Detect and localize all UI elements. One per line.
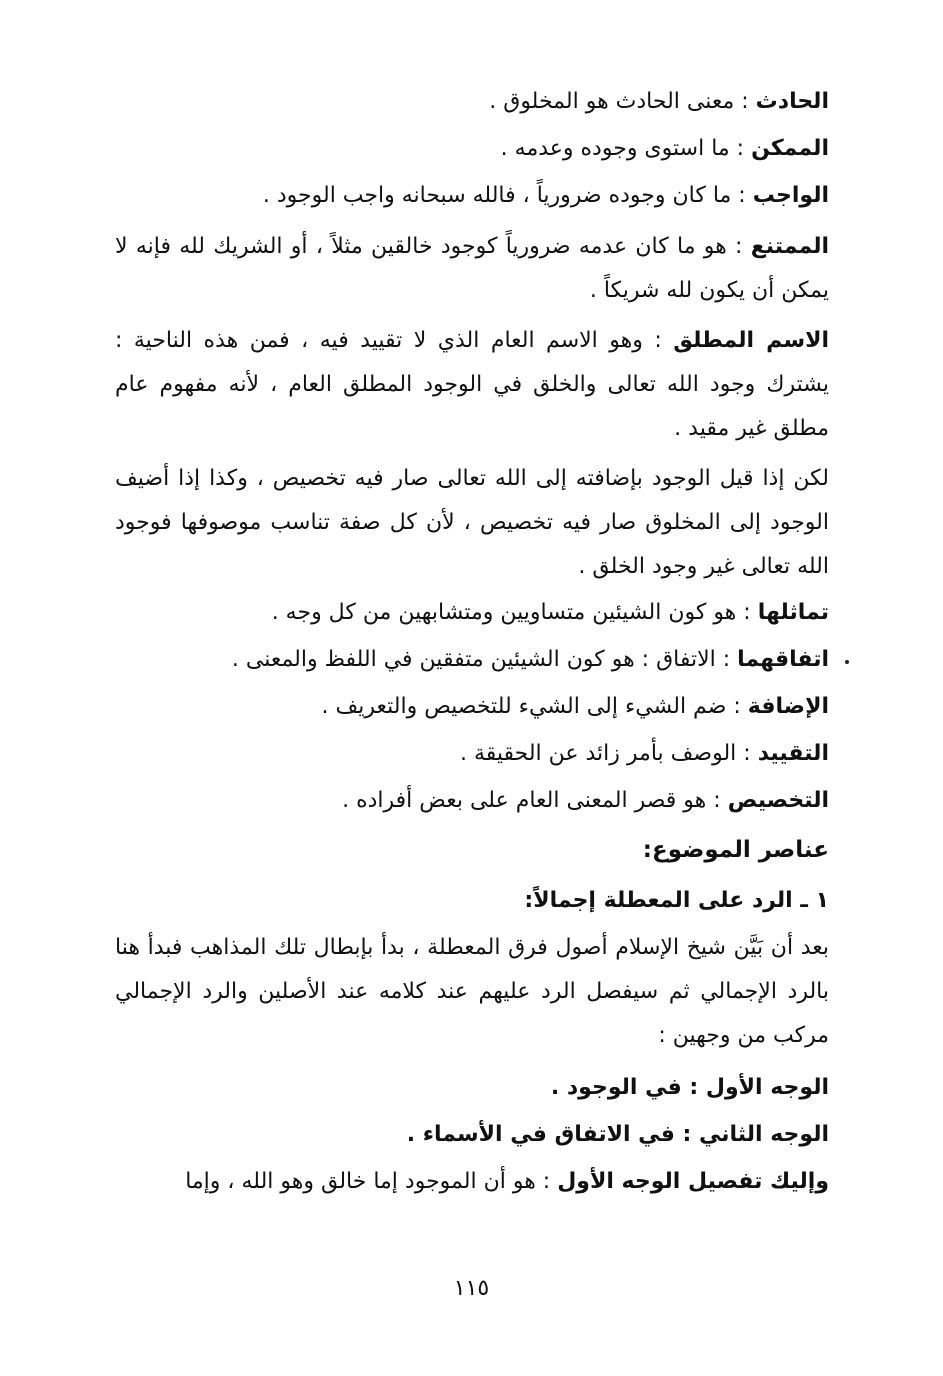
page-number: ١١٥ — [453, 1276, 490, 1301]
term-taqyid — [115, 730, 829, 777]
term-label: تماثلها — [757, 600, 829, 625]
aspect-first — [115, 1064, 829, 1111]
separator: : — [736, 600, 758, 625]
separator: : — [674, 1122, 699, 1147]
detail-term: وإليك تفصيل الوجه الأول — [557, 1169, 829, 1194]
absolute-name-term: الاسم المطلق — [673, 328, 829, 353]
subsection-heading: ١ ـ الرد على المعطلة إجمالاً: — [524, 888, 829, 913]
term-text: الاتفاق : هو كون الشيئين متفقين في اللفظ والمعنى . — [231, 647, 716, 672]
definition-text: معنى الحادث هو المخلوق . — [489, 89, 735, 114]
detail-line — [115, 1158, 829, 1205]
term-label: التقييد — [757, 741, 829, 766]
term-ittifaq — [115, 636, 829, 683]
aspect-second — [115, 1111, 829, 1158]
term-text: الوصف بأمر زائد عن الحقيقة . — [459, 741, 737, 766]
term-label: اتفاقهما — [737, 647, 829, 672]
page-content — [115, 78, 829, 1205]
refutation-paragraph: بعد أن بَيَّن شيخ الإسلام أصول فرق المعطلة ، بدأ بإبطال تلك المذاهب فبدأ هنا بالرد الإجمالي ثم سيفصل الرد عليهم عند كلامه عند الأصلين والرد الإجمالي مركب من وجهين : — [115, 935, 829, 1048]
aspect-text: في الاتفاق في الأسماء . — [406, 1122, 675, 1147]
definition-term: الواجب — [752, 183, 829, 208]
definition-term: الممكن — [751, 136, 829, 161]
separator: : — [642, 328, 674, 353]
aspect-term: الوجه الثاني — [698, 1122, 829, 1147]
separator: : — [726, 694, 748, 719]
aspect-term: الوجه الأول — [705, 1075, 829, 1100]
terms-list — [115, 589, 829, 824]
term-takhsis — [115, 777, 829, 824]
term-idafa — [115, 683, 829, 730]
separator: : — [731, 183, 753, 208]
separator: : — [681, 1075, 706, 1100]
term-text: هو كون الشيئين متساويين ومتشابهين من كل وجه . — [271, 600, 737, 625]
separator: : — [535, 1169, 558, 1194]
aspect-text: في الوجود . — [550, 1075, 682, 1100]
separator: : — [734, 89, 756, 114]
separator: : — [729, 136, 752, 161]
definition-text: ما كان وجوده ضرورياً ، فالله سبحانه واجب الوجود . — [262, 183, 732, 208]
detail-text: هو أن الموجود إما خالق وهو الله ، وإما — [185, 1169, 536, 1194]
term-label: الإضافة — [747, 694, 829, 719]
page-mark — [845, 660, 849, 664]
separator: : — [706, 788, 728, 813]
definition-hadith — [115, 78, 829, 125]
term-tamathul — [115, 589, 829, 636]
term-label: التخصيص — [727, 788, 829, 813]
specification-paragraph: لكن إذا قيل الوجود بإضافته إلى الله تعالى صار فيه تخصيص ، وكذا إذا أضيف الوجود إلى المخلوق صار فيه تخصيص ، لأن كل صفة تناسب موصوفها فوجود الله تعالى غير وجود الخلق . — [115, 466, 829, 579]
absolute-name-paragraph — [115, 319, 829, 451]
term-text: ضم الشيء إلى الشيء للتخصيص والتعريف . — [321, 694, 727, 719]
separator: : — [726, 234, 751, 259]
definition-text: ما استوى وجوده وعدمه . — [500, 136, 730, 161]
definition-term: الممتنع — [750, 234, 829, 259]
section-heading: عناصر الموضوع: — [642, 837, 829, 863]
definition-mumkin — [115, 125, 829, 172]
definition-wajib — [115, 172, 829, 219]
absolute-name-text: وهو الاسم العام الذي لا تقييد فيه ، فمن هذه الناحية : يشترك وجود الله تعالى والخلق في الوجود المطلق العام ، لأنه مفهوم عام مطلق غير مقيد . — [115, 328, 829, 441]
definition-text: هو ما كان عدمه ضرورياً كوجود خالقين مثلاً ، أو الشريك لله فإنه لا يمكن أن يكون لله شريكاً . — [115, 234, 829, 303]
term-text: هو قصر المعنى العام على بعض أفراده . — [342, 788, 707, 813]
definition-term: الحادث — [755, 89, 829, 114]
definition-mumtani — [115, 225, 829, 313]
separator: : — [736, 741, 758, 766]
separator: : — [715, 647, 738, 672]
